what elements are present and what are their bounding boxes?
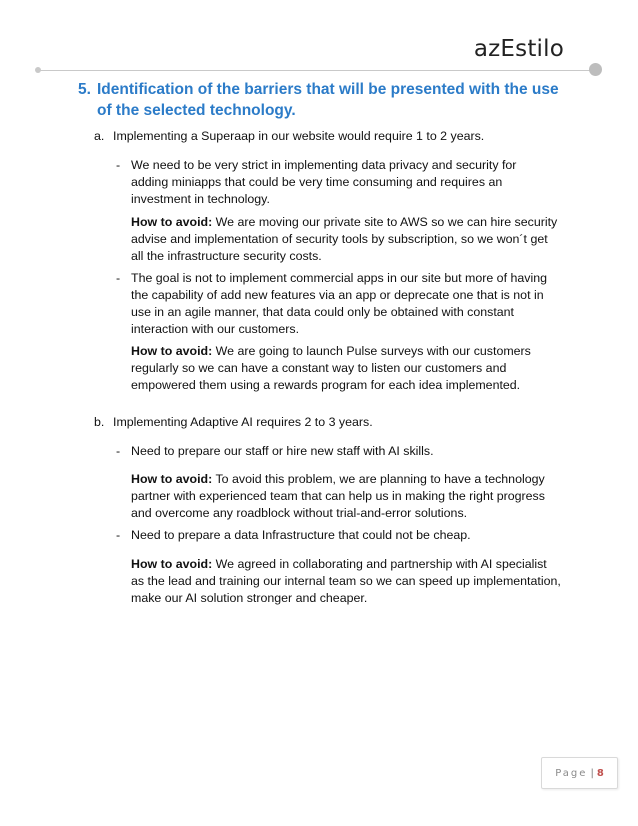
how-to-avoid-label: How to avoid: <box>131 344 213 358</box>
list-item-b <box>94 414 373 431</box>
page-number-box <box>541 757 618 789</box>
how-to-avoid-paragraph <box>131 471 561 522</box>
how-to-avoid-text: We agreed in collaborating and partnership with AI specialist as the lead and training our internal team so we can speed up implementation, make our AI solution stronger and cheaper. <box>131 557 561 605</box>
page-label: Page <box>555 767 588 779</box>
how-to-avoid-text: We are going to launch Pulse surveys with our customers regularly so we can have a constant way to listen our customers and empowered them using a rewards program for each idea implemented. <box>131 344 531 392</box>
bullet-text: Need to prepare a data Infrastructure that could not be cheap. <box>131 528 471 542</box>
list-item-letter: a. <box>94 129 105 143</box>
how-to-avoid-paragraph <box>131 556 561 607</box>
section-number: 5. <box>78 81 91 98</box>
bullet-text: The goal is not to implement commercial apps in our site but more of having the capability of add new features via an app or deprecate one that is not in use in an agile manner, that data could only be obtained with constant interaction with our customers. <box>131 271 547 336</box>
how-to-avoid-paragraph <box>131 343 561 394</box>
how-to-avoid-paragraph <box>131 214 561 265</box>
section-heading <box>78 79 568 121</box>
how-to-avoid-text: We are moving our private site to AWS so we can hire security advise and implementation of security tools by subscription, so we won´t get all the infrastructure security costs. <box>131 215 558 263</box>
bullet-text: Need to prepare our staff or hire new staff with AI skills. <box>131 444 434 458</box>
brand-logo-text: azEstilo <box>473 36 564 62</box>
list-item-a <box>94 128 484 145</box>
bullet-item <box>116 443 556 460</box>
bullet-item <box>116 270 556 338</box>
bullet-item <box>116 527 556 544</box>
how-to-avoid-label: How to avoid: <box>131 557 213 571</box>
bullet-dash: - <box>116 158 121 172</box>
bullet-item <box>116 157 556 208</box>
list-item-letter: b. <box>94 415 105 429</box>
how-to-avoid-label: How to avoid: <box>131 472 213 486</box>
list-item-text: Implementing Adaptive AI requires 2 to 3 years. <box>113 415 373 429</box>
bullet-dash: - <box>116 444 121 458</box>
list-item-text: Implementing a Superaap in our website would require 1 to 2 years. <box>113 129 485 143</box>
page-separator: | <box>590 767 594 779</box>
section-title-text: Identification of the barriers that will be presented with the use of the selected technology. <box>97 81 559 119</box>
how-to-avoid-text: To avoid this problem, we are planning to have a technology partner with experienced team that can help us in making the right progress and overcome any roadblock without trial-and-error solutions. <box>131 472 545 520</box>
page-number: 8 <box>596 767 604 779</box>
bullet-dash: - <box>116 271 121 285</box>
bullet-text: We need to be very strict in implementing data privacy and security for adding miniapps that could be very time consuming and requires an investment in technology. <box>131 158 517 206</box>
how-to-avoid-label: How to avoid: <box>131 215 213 229</box>
header-rule-right-dot <box>589 63 602 76</box>
bullet-dash: - <box>116 528 121 542</box>
header-divider <box>38 70 597 71</box>
